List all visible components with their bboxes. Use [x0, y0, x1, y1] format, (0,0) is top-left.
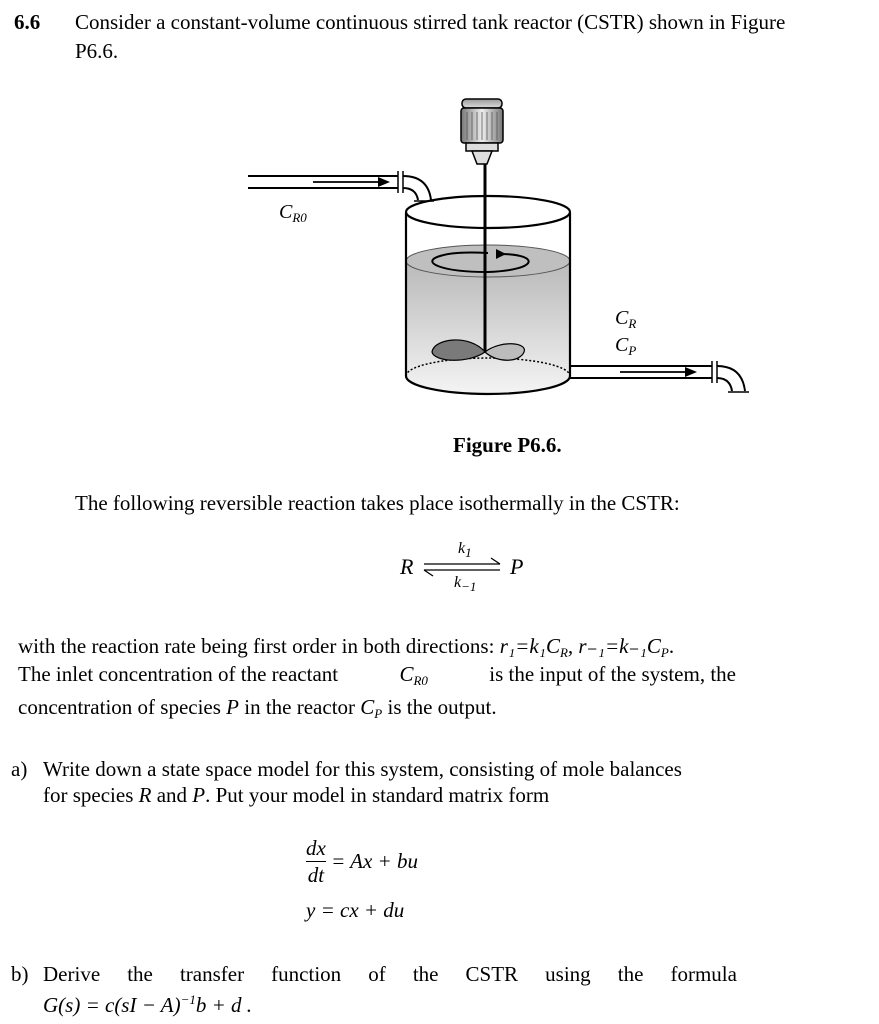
rate-description-line1: with the reaction rate being first order in both directions: $r_1=k_1C_R$, $r_{-1}=k_{-1}C_P$. — [18, 634, 675, 660]
problem-number: 6.6 — [14, 10, 41, 34]
rate-constant-backward: $k_{-1}$ — [454, 574, 477, 594]
outlet-concentration-R-label: $C_R$ — [615, 307, 637, 331]
rate-description-line2: The inlet concentration of the reactant $C_{R0}$ is the input of the system, the — [18, 662, 736, 688]
reaction-intro: The following reversible reaction takes place isothermally in the CSTR: — [75, 491, 680, 515]
reactor-liquid — [406, 261, 570, 394]
part-b-label: b) — [11, 962, 29, 986]
rate-constant-forward: $k_1$ — [458, 540, 472, 560]
outlet-pipe — [570, 361, 749, 392]
rate-description-line3: concentration of species P in the reactor $C_P$ is the output. — [18, 695, 497, 721]
part-a-label: a) — [11, 757, 28, 781]
output-equation: y = cx + du — [306, 898, 405, 922]
reaction-reactant: R — [400, 554, 414, 579]
outlet-concentration-P-label: $C_P$ — [615, 334, 637, 358]
state-equation: $\frac{dx}{dt}$ = Ax + bu — [306, 836, 418, 887]
problem-intro-line2: P6.6. — [75, 39, 119, 63]
part-a-line2: for species R and P. Put your model in standard matrix form — [43, 783, 550, 807]
figure-caption: Figure P6.6. — [453, 433, 562, 457]
transfer-function-formula: G(s) = c(sI − A)$^{-1}$b + d . — [43, 992, 253, 1017]
part-a-line1: Write down a state space model for this system, consisting of mole balances — [43, 757, 682, 781]
inlet-concentration-label: $C_{R0}$ — [279, 201, 307, 225]
problem-intro-line1: Consider a constant-volume continuous stirred tank reactor (CSTR) shown in Figure — [75, 10, 786, 34]
reaction-product: P — [510, 554, 524, 579]
part-b-line1: Derive the transfer function of the CSTR using the formula — [43, 962, 737, 986]
cstr-figure — [0, 0, 879, 440]
stirrer-motor — [461, 99, 503, 164]
inlet-pipe — [248, 171, 434, 201]
